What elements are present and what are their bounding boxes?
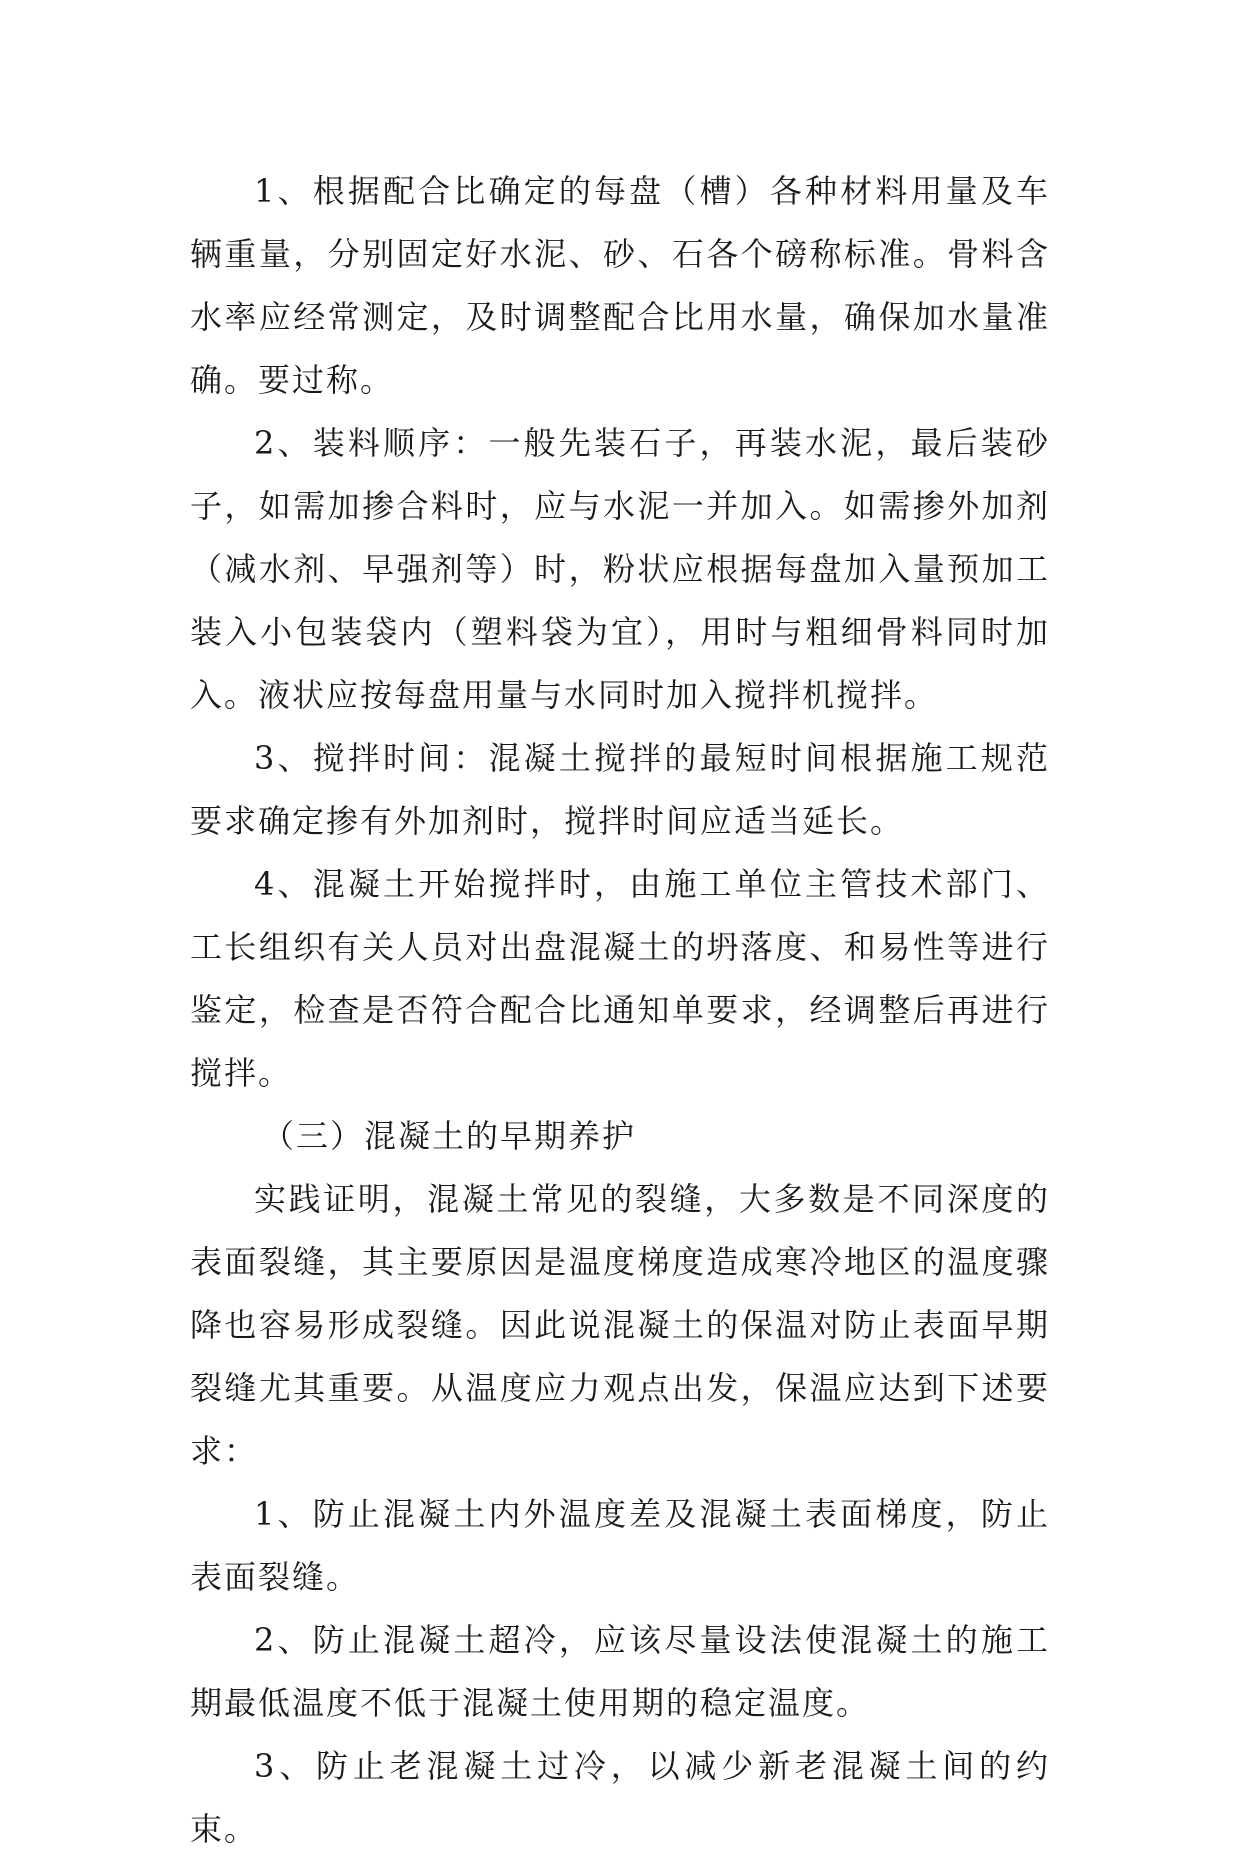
paragraph-requirement-2: 2、防止混凝土超冷，应该尽量设法使混凝土的施工期最低温度不低于混凝土使用期的稳定温度。 (190, 1621, 1050, 1722)
paragraph-requirement-3: 3、防止老混凝土过冷，以减少新老混凝土间的约束。 (190, 1747, 1050, 1848)
document-page (190, 160, 1050, 1861)
paragraph-curing-intro: 实践证明，混凝土常见的裂缝，大多数是不同深度的表面裂缝，其主要原因是温度梯度造成寒冷地区的温度骤降也容易形成裂缝。因此说混凝土的保温对防止表面早期裂缝尤其重要。从温度应力观点出发，保温应达到下述要求： (190, 1180, 1050, 1470)
paragraph-batching: 1、根据配合比确定的每盘（槽）各种材料用量及车辆重量，分别固定好水泥、砂、石各个磅称标准。骨料含水率应经常测定，及时调整配合比用水量，确保加水量准确。要过称。 (190, 172, 1050, 399)
paragraph-loading-order: 2、装料顺序：一般先装石子，再装水泥，最后装砂子，如需加掺合料时，应与水泥一并加入。如需掺外加剂（减水剂、早强剂等）时，粉状应根据每盘加入量预加工装入小包装袋内（塑料袋为宜），用时与粗细骨料同时加入。液状应按每盘用量与水同时加入搅拌机搅拌。 (190, 424, 1050, 714)
paragraph-mix-inspection: 4、混凝土开始搅拌时，由施工单位主管技术部门、工长组织有关人员对出盘混凝土的坍落度、和易性等进行鉴定，检查是否符合配合比通知单要求，经调整后再进行搅拌。 (190, 865, 1050, 1092)
paragraph-requirement-1: 1、防止混凝土内外温度差及混凝土表面梯度，防止表面裂缝。 (190, 1495, 1050, 1596)
paragraph-mixing-time: 3、搅拌时间：混凝土搅拌的最短时间根据施工规范要求确定掺有外加剂时，搅拌时间应适当延长。 (190, 739, 1050, 840)
section-heading: （三）混凝土的早期养护 (262, 1117, 637, 1155)
